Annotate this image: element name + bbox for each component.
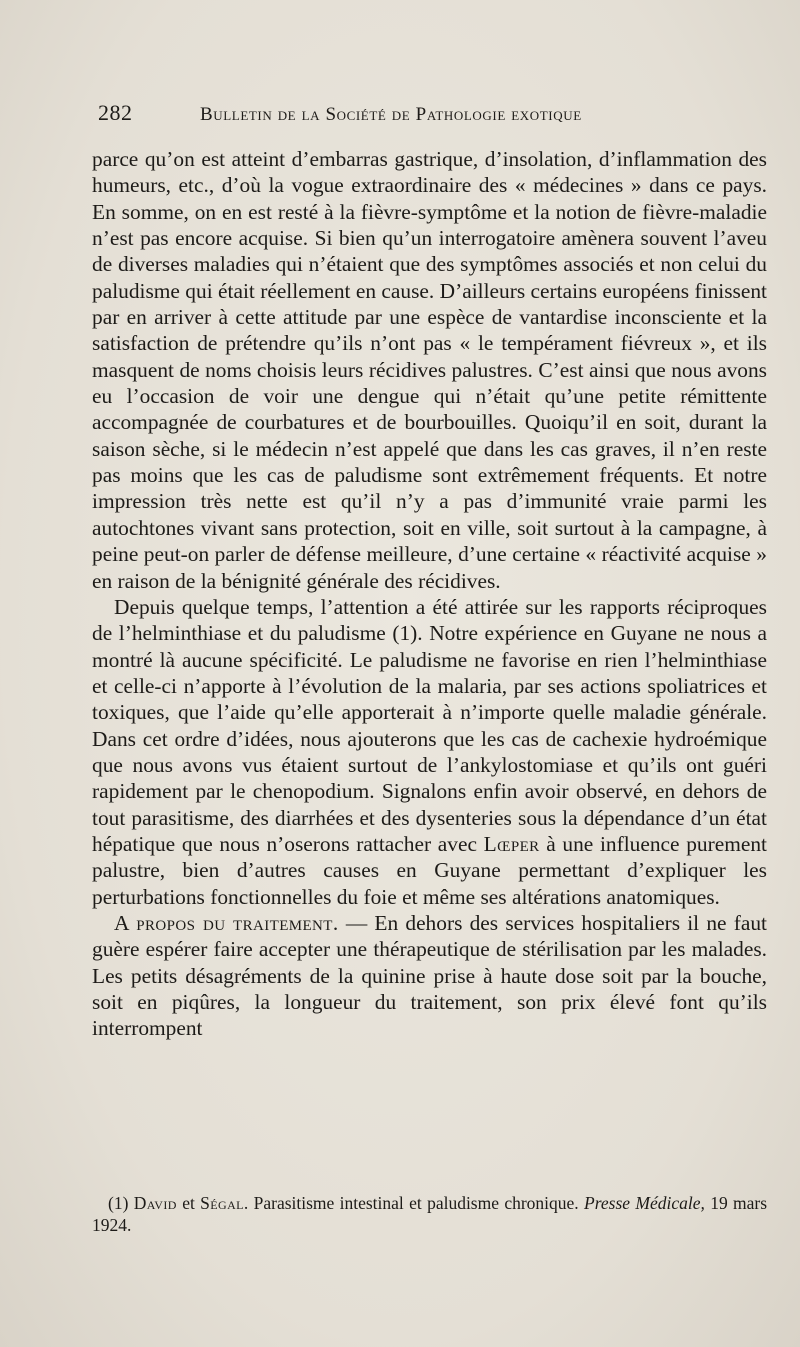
footnote-conj: et bbox=[182, 1193, 195, 1213]
footnote-marker: (1) bbox=[108, 1193, 129, 1213]
footnote-author-2: Ségal bbox=[200, 1193, 244, 1213]
footnote-title: . Parasitisme intestinal et paludisme chronique. bbox=[243, 1193, 579, 1213]
footnote bbox=[92, 1192, 767, 1236]
paragraph-2 bbox=[92, 594, 767, 910]
paragraph-2-text-after: à une influence purement palustre, bien d’autres causes en Guyane permettant d’expliquer les perturbations fonctionnelles du foie et même ses altérations anatomiques. bbox=[92, 831, 767, 909]
paragraph-1: parce qu’on est atteint d’embarras gastrique, d’insolation, d’inflammation des humeurs, etc., d’où la vogue extraordinaire des « médecines » dans ce pays. En somme, on en est resté à la fièvre-symptôme et la notion de fièvre-maladie n’est pas encore acquise. Si bien qu’un interrogatoire amènera souvent l’aveu de diverses maladies qui n’étaient que des symptômes associés et non celui du paludisme qui était réellement en cause. D’ailleurs certains européens finissent par en arriver à cette attitude par une espèce de vantardise inconsciente et la satisfaction de prétendre qu’ils n’ont pas « le tempérament fiévreux », et ils masquent de noms choisis leurs récidives palustres. C’est ainsi que nous avons eu l’occasion de voir une dengue qui n’était qu’une petite rémittente accompagnée de courbatures et de bourbouilles. Quoiqu’il en soit, durant la saison sèche, si le médecin n’est appelé que dans les cas graves, il n’en reste pas moins que les cas de paludisme sont extrêmement fréquents. Et notre impression très nette est qu’il n’y a pas d’immunité vraie parmi les autochtones vivant sans protection, soit en ville, soit surtout à la campagne, à peine peut-on parler de défense meilleure, d’une certaine « réactivité acquise » en raison de la bénignité générale des récidives. bbox=[92, 147, 767, 593]
paragraph-2-text: Depuis quelque temps, l’attention a été attirée sur les rapports réciproques de l’helminthiase et du paludisme (1). Notre expérience en Guyane ne nous a montré là aucune spécificité. Le paludisme ne favorise en rien l’helminthiase et celle-ci n’apporte à l’évolution de la malaria, par ses actions spoliatrices et toxiques, que l’aide qu’elle apporterait à n’importe quelle maladie générale. Dans cet ordre d’idées, nous ajouterons que les cas de cachexie hydroémique que nous avons vus étaient surtout de l’ankylostomiase et qu’ils ont guéri rapidement par le chenopodium. Signalons enfin avoir observé, en dehors de tout parasitisme, des diarrhées et des dysenteries sous la dépendance d’un état hépatique que nous n’oserons rattacher avec bbox=[92, 594, 767, 856]
author-name: Lœper bbox=[483, 831, 540, 856]
page-number: 282 bbox=[98, 100, 133, 125]
footnote-journal: Presse Médicale, bbox=[584, 1193, 705, 1213]
running-title: Bulletin de la Société de Pathologie exotique bbox=[200, 104, 582, 125]
footnote-text bbox=[92, 1192, 767, 1236]
footnote-author-1: David bbox=[133, 1193, 177, 1213]
section-heading: A propos du traitement. bbox=[114, 910, 339, 935]
paragraph-3 bbox=[92, 910, 767, 1042]
body-text bbox=[92, 146, 767, 1042]
page-header bbox=[98, 100, 748, 130]
footnote-date: 19 mars 1924. bbox=[92, 1193, 768, 1235]
paragraph-3-text: — En dehors des services hospitaliers il ne faut guère espérer faire accepter une thérapeutique de stérilisation par les malades. Les petits désagréments de la quinine prise à haute dose soit par la bouche, soit en piqûres, la longueur du traitement, son prix élevé font qu’ils interrompent bbox=[92, 910, 767, 1041]
